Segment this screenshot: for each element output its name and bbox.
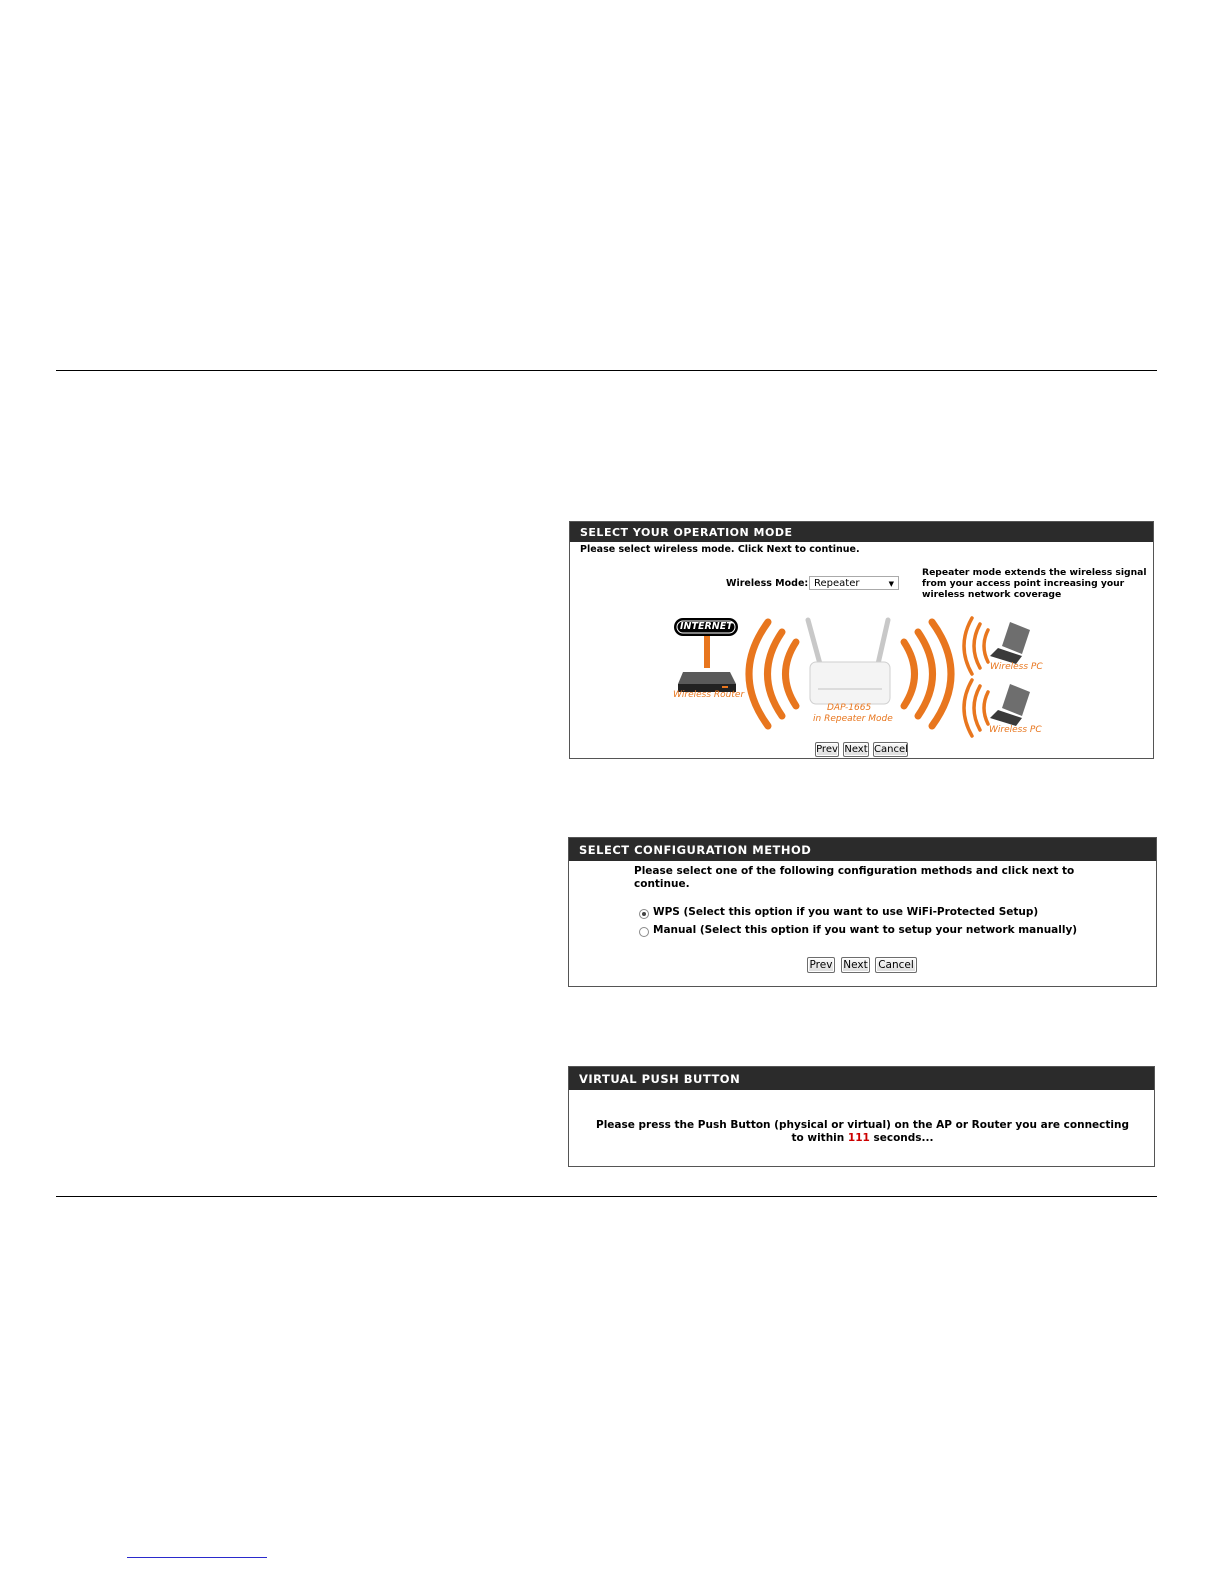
operation-mode-panel	[569, 521, 1154, 759]
countdown-seconds: 111	[847, 1132, 870, 1144]
right-signal-waves-icon	[904, 622, 951, 726]
virtual-push-button-header: VIRTUAL PUSH BUTTON	[569, 1067, 1154, 1090]
left-signal-waves-icon	[749, 622, 796, 726]
push-button-message	[589, 1119, 1136, 1145]
configuration-method-instruction: Please select one of the following configuration methods and click next to continue.	[634, 865, 1075, 890]
operation-mode-instruction: Please select wireless mode. Click Next to continue.	[580, 544, 860, 555]
config-prev-button[interactable]: Prev	[807, 957, 835, 973]
chevron-down-icon: ▼	[888, 580, 894, 588]
device-model-label: DAP-1665	[827, 703, 872, 713]
device-mode-label: in Repeater Mode	[813, 714, 893, 724]
config-cancel-button[interactable]: Cancel	[875, 957, 917, 973]
pc-label-1: Wireless PC	[990, 662, 1043, 672]
repeater-description: Repeater mode extends the wireless signal from your access point increasing your wireless network coverage	[922, 567, 1147, 600]
pc-label-2: Wireless PC	[989, 725, 1042, 735]
wps-radio[interactable]	[639, 909, 649, 919]
virtual-push-button-panel	[568, 1066, 1155, 1167]
bottom-divider	[56, 1196, 1157, 1197]
configuration-method-panel	[568, 837, 1157, 987]
wireless-mode-select[interactable]	[809, 576, 899, 590]
router-label: Wireless Router	[673, 690, 745, 700]
wireless-mode-value: Repeater	[814, 578, 860, 589]
internet-link-line	[704, 636, 710, 668]
prev-button[interactable]: Prev	[816, 744, 838, 755]
push-button-message-text: Please press the Push Button (physical or virtual) on the AP or Router you are connecting to within	[596, 1119, 1129, 1144]
config-next-button[interactable]: Next	[841, 957, 870, 973]
wps-option-label[interactable]: WPS (Select this option if you want to use WiFi-Protected Setup)	[653, 906, 1039, 918]
top-divider	[56, 370, 1157, 371]
footer-link-underline[interactable]	[127, 1557, 267, 1558]
push-button-message-suffix: seconds...	[873, 1132, 934, 1144]
next-button[interactable]: Next	[844, 744, 868, 755]
cancel-button[interactable]: Cancel	[874, 744, 908, 755]
configuration-method-header: SELECT CONFIGURATION METHOD	[569, 838, 1156, 861]
internet-label: INTERNET	[680, 621, 733, 632]
wireless-mode-label: Wireless Mode:	[726, 578, 809, 589]
wireless-router-icon	[678, 672, 736, 692]
dap-device-icon	[808, 620, 890, 704]
manual-radio[interactable]	[639, 927, 649, 937]
manual-option-label[interactable]: Manual (Select this option if you want to setup your network manually)	[653, 924, 1078, 936]
operation-mode-header: SELECT YOUR OPERATION MODE	[570, 522, 1153, 542]
